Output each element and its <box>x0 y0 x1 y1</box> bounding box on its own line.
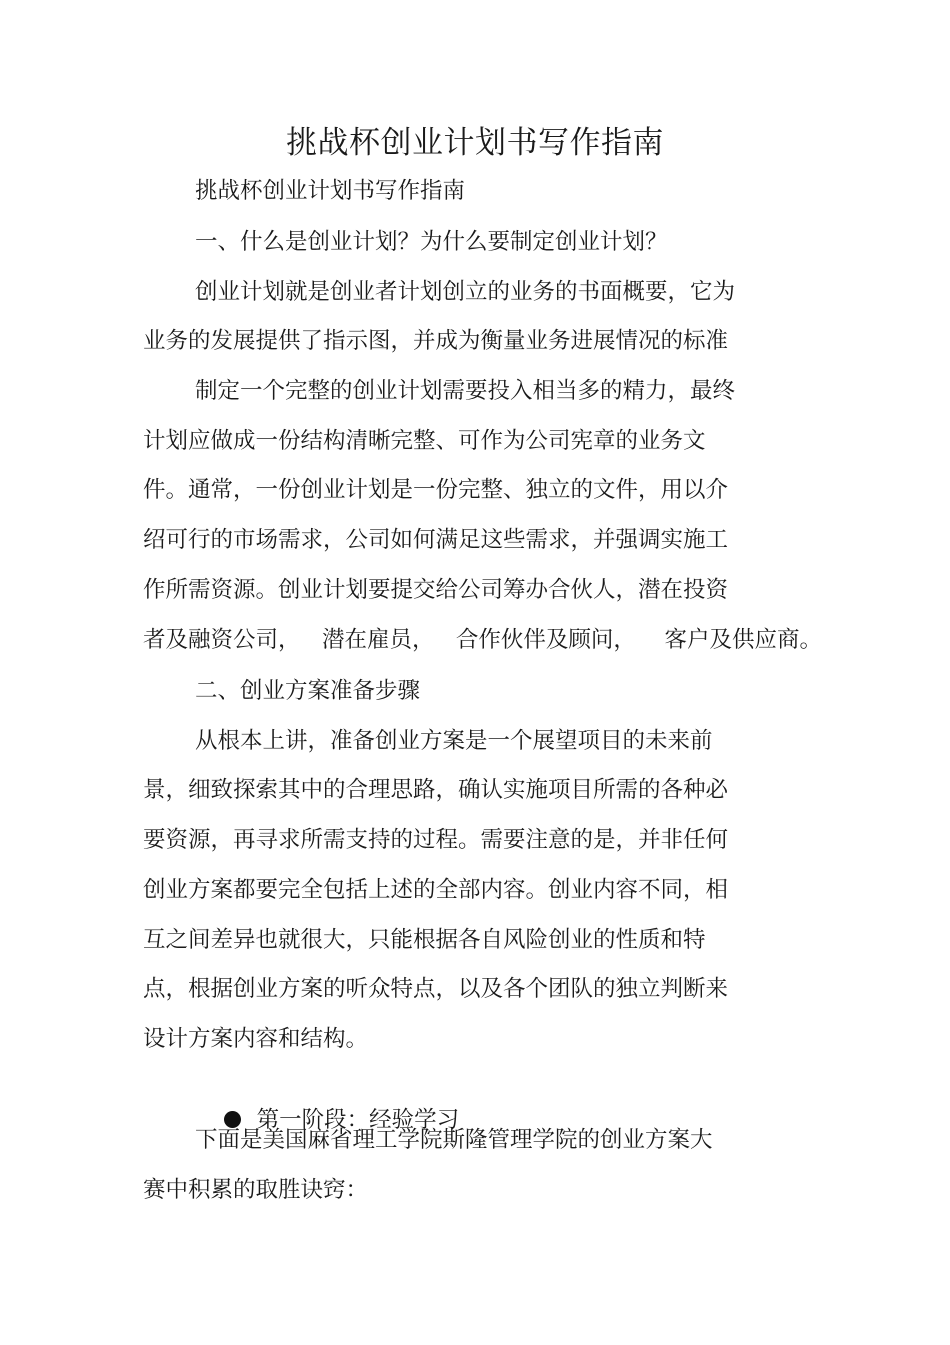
paragraph-line: 赛中积累的取胜诀窍： <box>143 1177 369 1203</box>
paragraph-line: 创业计划就是创业者计划创立的业务的书面概要，它为 <box>195 279 736 305</box>
paragraph-line: 绍可行的市场需求，公司如何满足这些需求，并强调实施工 <box>143 527 729 553</box>
paragraph-line: 制定一个完整的创业计划需要投入相当多的精力，最终 <box>195 378 736 404</box>
paragraph-line: 点，根据创业方案的听众特点，以及各个团队的独立判断来 <box>143 976 729 1002</box>
paragraph-line: 件。通常，一份创业计划是一份完整、独立的文件，用以介 <box>143 477 729 503</box>
paragraph-line: 创业方案都要完全包括上述的全部内容。创业内容不同，相 <box>143 877 729 903</box>
paragraph-line: 要资源，再寻求所需支持的过程。需要注意的是，并非任何 <box>143 827 729 853</box>
paragraph-line: 下面是美国麻省理工学院斯隆管理学院的创业方案大 <box>195 1127 713 1153</box>
paragraph-line: 景，细致探索其中的合理思路，确认实施项目所需的各种必 <box>143 777 729 803</box>
section-heading-2: 二、创业方案准备步骤 <box>195 678 421 704</box>
paragraph-line: 业务的发展提供了指示图，并成为衡量业务进展情况的标准 <box>143 328 729 354</box>
section-heading-1: 一、什么是创业计划？为什么要制定创业计划？ <box>195 229 668 255</box>
paragraph-line: 互之间差异也就很大，只能根据各自风险创业的性质和特 <box>143 927 706 953</box>
bullet-label: 第一阶段：经验学习 <box>256 1107 460 1133</box>
paragraph-line: 者及融资公司， 潜在雇员， 合作伙伴及顾问， 客户及供应商。 <box>143 627 823 653</box>
paragraph-line: 计划应做成一份结构清晰完整、可作为公司宪章的业务文 <box>143 428 706 454</box>
paragraph-line: 从根本上讲，准备创业方案是一个展望项目的未来前 <box>195 728 713 754</box>
paragraph-line: 设计方案内容和结构。 <box>143 1026 369 1052</box>
paragraph-line: 作所需资源。创业计划要提交给公司筹办合伙人，潜在投资 <box>143 577 729 603</box>
subtitle-line: 挑战杯创业计划书写作指南 <box>195 178 466 204</box>
page-title: 挑战杯创业计划书写作指南 <box>286 125 664 161</box>
